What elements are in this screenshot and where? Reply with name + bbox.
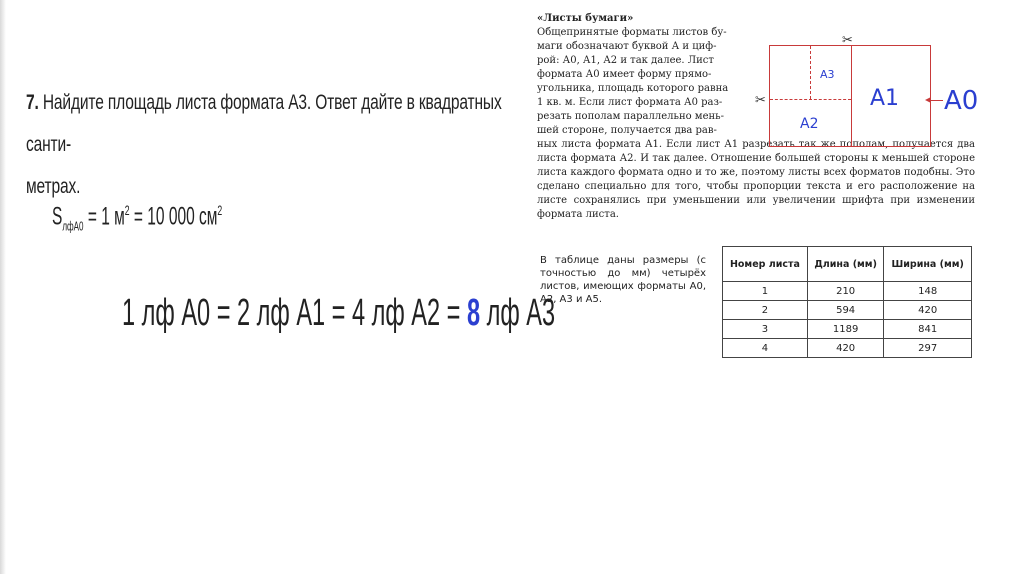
table-row: 3 1189 841 bbox=[723, 320, 972, 339]
table-header-row bbox=[723, 247, 972, 282]
task-number: 7. bbox=[26, 91, 39, 114]
reference-paragraph-wrapped: Общепринятые форматы листов бу- маги обозначают буквой А и циф- рой: А0, А1, А2 и так далее. Лист формата А0 имеет форму прямо- угольника, площадь которого равна 1 кв. м. Если лист формата А0 раз- резать пополам параллельно мень- шей стороне, получается два рав- bbox=[537, 27, 729, 136]
cut-line-a1 bbox=[770, 99, 851, 100]
arrow-icon bbox=[927, 100, 943, 101]
column-header: Номер листа bbox=[723, 247, 808, 282]
slide-left-edge bbox=[0, 0, 6, 574]
cut-line-a0 bbox=[851, 46, 852, 146]
answer-highlight: 8 bbox=[466, 292, 481, 334]
label-a1: А1 bbox=[870, 86, 900, 111]
task-text: Найдите площадь листа формата А3. Ответ дайте в квадратных санти- bbox=[26, 91, 502, 156]
table-row: 1 210 148 bbox=[723, 282, 972, 301]
column-header: Длина (мм) bbox=[807, 247, 884, 282]
task-statement bbox=[26, 82, 529, 208]
scissors-icon: ✂ bbox=[842, 32, 853, 47]
reference-title: «Листы бумаги» bbox=[537, 13, 634, 24]
sheet-sizes-table bbox=[722, 246, 972, 358]
reference-paragraph: ных листа формата А1. Если лист А1 разрезать так же пополам, получается два листа формата А2. И так далее. Отношение большей стороны к меньшей стороне листа каждого формата одно и то же, поэтому листы всех форматов подобны. Это сделано специально для того, чтобы пропорции текста и его расположение на листе сохранялись при уменьшении или увеличении шрифта при изменении формата листа. bbox=[537, 139, 975, 220]
paper-format-diagram bbox=[769, 45, 931, 147]
area-formula: $S_{лфА0} = 1$ $м^2 = 10$ 000 $см^2$ bbox=[52, 202, 223, 234]
scissors-icon: ✂ bbox=[755, 92, 766, 107]
sheet-ratio-formula: 1 лф А0 = 2 лф А1 = 4 лф А2 = 8 лф А3 bbox=[122, 292, 556, 334]
column-header: Ширина (мм) bbox=[884, 247, 972, 282]
cut-line-a2 bbox=[810, 46, 811, 99]
table-intro-text: В таблице даны размеры (с точностью до мм) четырёх листов, имеющих форматы А0, А2, А3 и А5. bbox=[540, 255, 706, 305]
label-a0: А0 bbox=[944, 86, 979, 116]
task-text-continuation: метрах. bbox=[26, 175, 81, 198]
label-a3: А3 bbox=[820, 68, 835, 81]
table-row: 2 594 420 bbox=[723, 301, 972, 320]
table-row: 4 420 297 bbox=[723, 339, 972, 358]
label-a2: А2 bbox=[800, 116, 819, 132]
